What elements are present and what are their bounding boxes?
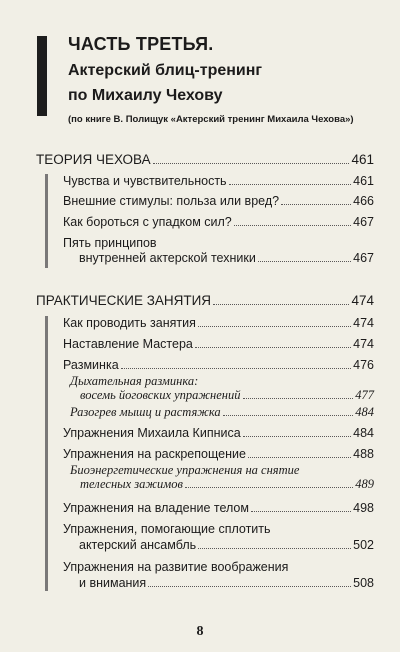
part-title: ЧАСТЬ ТРЕТЬЯ.: [68, 34, 214, 54]
section-bar-theory: [45, 174, 48, 268]
toc-leader-dots: [185, 487, 353, 488]
toc-leader-dots: [258, 261, 351, 262]
part-subtitle-line1: Актерский блиц-тренинг: [68, 62, 263, 79]
toc-entry-title: Как бороться с упадком сил?: [63, 215, 232, 229]
toc-entry-title: восемь йоговских упражнений: [80, 388, 241, 402]
toc-page-number: 508: [353, 576, 374, 590]
toc-leader-dots: [153, 163, 350, 164]
section-bar-practice: [45, 316, 48, 591]
toc-leader-dots: [195, 347, 351, 348]
toc-entry-title: Упражнения Михаила Кипниса: [63, 426, 241, 440]
toc-page-number: 498: [353, 501, 374, 515]
toc-entry-title: внутренней актерской техники: [79, 251, 256, 265]
toc-entry-title: Разогрев мышц и растяжка: [70, 405, 221, 419]
toc-subentry[interactable]: [80, 476, 374, 492]
toc-subentry[interactable]: [70, 404, 374, 420]
toc-section-title: ТЕОРИЯ ЧЕХОВА: [36, 152, 151, 167]
toc-page-number: 476: [353, 358, 374, 372]
toc-leader-dots: [243, 398, 354, 399]
toc-entry[interactable]: [63, 500, 374, 516]
toc-leader-dots: [223, 415, 354, 416]
toc-leader-dots: [121, 368, 352, 369]
part-subtitle-line2: по Михаилу Чехову: [68, 87, 223, 104]
toc-page-number: 461: [353, 174, 374, 188]
toc-subentry[interactable]: [80, 387, 374, 403]
part-marker-bar: [37, 36, 47, 116]
toc-page-number: 489: [355, 477, 374, 491]
toc-leader-dots: [198, 548, 351, 549]
toc-entry[interactable]: [63, 173, 374, 189]
toc-entry-title: Упражнения на владение телом: [63, 501, 249, 515]
toc-page-number: 484: [353, 426, 374, 440]
toc-entry-first-line: Упражнения, помогающие сплотить: [63, 522, 271, 536]
toc-leader-dots: [281, 204, 351, 205]
toc-subentry-first-line: Биоэнергетические упражнения на снятие: [70, 463, 300, 477]
toc-entry[interactable]: [63, 315, 374, 331]
toc-leader-dots: [248, 457, 351, 458]
part-source-note: (по книге В. Полищук «Актерский тренинг Михаила Чехова»): [68, 114, 354, 125]
toc-entry-title: Как проводить занятия: [63, 316, 196, 330]
toc-entry-title: Внешние стимулы: польза или вред?: [63, 194, 280, 208]
toc-page-number: 467: [353, 215, 374, 229]
toc-page-number: 461: [351, 152, 374, 167]
toc-entry-title: Разминка: [63, 358, 119, 372]
toc-entry[interactable]: [63, 214, 374, 230]
toc-entry-title: и внимания: [79, 576, 147, 590]
toc-entry[interactable]: [63, 336, 374, 352]
toc-entry-title: Чувства и чувствительность: [63, 174, 227, 188]
toc-page-number: 474: [353, 337, 374, 351]
toc-entry[interactable]: [79, 575, 374, 591]
toc-page-number: 488: [353, 447, 374, 461]
toc-page-number: 474: [351, 293, 374, 308]
toc-page-number: 477: [355, 388, 374, 402]
toc-page-number: 484: [355, 405, 374, 419]
toc-entry-title: Упражнения на раскрепощение: [63, 447, 246, 461]
toc-page-number: 474: [353, 316, 374, 330]
toc-page-number: 502: [353, 538, 374, 552]
toc-entry[interactable]: [63, 193, 374, 209]
toc-entry[interactable]: [79, 250, 374, 266]
toc-leader-dots: [243, 436, 351, 437]
toc-leader-dots: [148, 586, 351, 587]
toc-entry[interactable]: [63, 357, 374, 373]
toc-leader-dots: [213, 304, 349, 305]
toc-leader-dots: [198, 326, 351, 327]
toc-entry-title: Наставление Мастера: [63, 337, 193, 351]
toc-entry-title: телесных зажимов: [80, 477, 183, 491]
toc-section-practice[interactable]: [36, 293, 374, 309]
toc-entry[interactable]: [79, 537, 374, 553]
toc-section-title: ПРАКТИЧЕСКИЕ ЗАНЯТИЯ: [36, 293, 212, 308]
toc-leader-dots: [234, 225, 351, 226]
toc-entry[interactable]: [63, 425, 374, 441]
page-number: 8: [196, 624, 204, 639]
toc-leader-dots: [251, 511, 351, 512]
toc-entry-first-line: Упражнения на развитие воображения: [63, 560, 289, 574]
toc-entry-title: актерский ансамбль: [79, 538, 197, 552]
toc-leader-dots: [229, 184, 352, 185]
toc-page-number: 467: [353, 251, 374, 265]
toc-entry-first-line: Пять принципов: [63, 236, 157, 250]
toc-section-theory[interactable]: [36, 152, 374, 168]
toc-page-number: 466: [353, 194, 374, 208]
toc-subentry-first-line: Дыхательная разминка:: [70, 374, 199, 388]
toc-entry[interactable]: [63, 446, 374, 462]
